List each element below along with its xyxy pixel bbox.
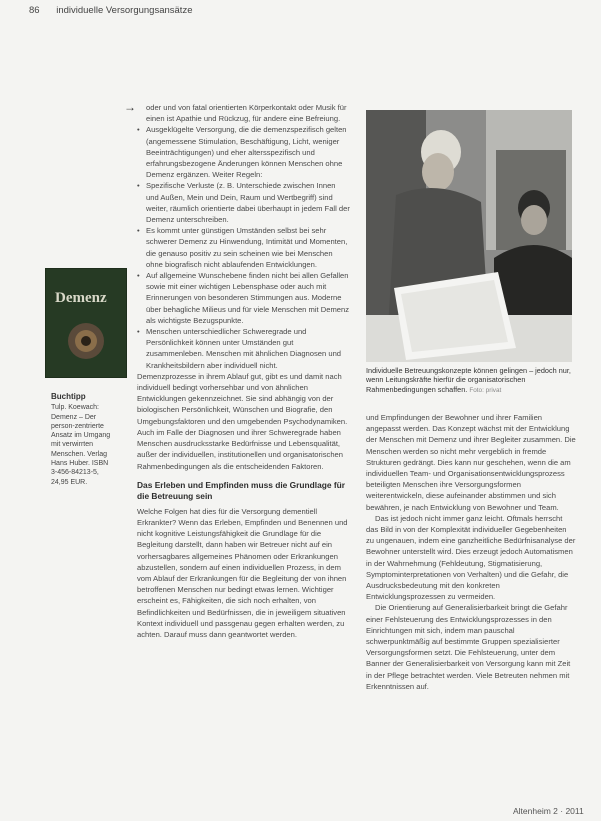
bullet-list [137, 124, 350, 370]
book-tip-line: Hans Huber. ISBN [51, 460, 109, 468]
running-title: individuelle Versorgungsansätze [56, 5, 193, 16]
bullet-item: • Auf allgemeine Wunschebene finden nicht bei allen Gefallen sowie mit einer wichtigen Lebensphase oder auch mit Erinnerungen von besonderen Stimmungen aus. Moderne über behagliche Milieus und für viele Menschen mit Demenz als wichtigste Bezugspunkte. [137, 270, 350, 326]
flower-icon [64, 319, 108, 363]
book-tip-line: mit verwirrten [51, 441, 94, 449]
book-tip-heading: Buchtipp [51, 392, 86, 401]
bullet-item: • Menschen unterschiedlicher Schweregrade und Persönlichkeit können unter Umständen gut zusammenleben. Menschen mit ähnlichen Diagnosen und Krankheitsbildern aber individuell nicht. [137, 326, 350, 371]
bullet-item: • Es kommt unter günstigen Umständen selbst bei sehr schwerer Demenz zu Hinwendung, Intimität und Momenten, die genauso positiv zu sein scheinen wie bei Menschen ohne biografisch nicht ablaufenden Entwicklungen. [137, 225, 350, 270]
book-tip-line: Demenz – Der [51, 413, 97, 421]
bullet-item: • Spezifische Verluste (z. B. Unterschiede zwischen Innen und Außen, Mein und Dein, Raum und Wertbegriff) sind weiter, räumlich orientierte dabei überhaupt in jedem Fall der Demenz unterschreiben. [137, 180, 350, 225]
running-header [29, 5, 192, 16]
bullet-item: • Ausgeklügelte Versorgung, die die demenzspezifisch gelten (angemessene Stimulation, Beschäftigung, Licht, weniger Beeinträchtigungen) und eher altersspezifisch und erfahrungsbezogene Änderungen können Menschen ohne Demenz ergänzen. Weiter Regeln: [137, 124, 350, 180]
caption-text: Individuelle Betreuungskonzepte können gelingen – jedoch nur, wenn Leitungskräfte hierfür die organisatorischen Rahmenbedingungen schaffen. [366, 366, 571, 394]
book-cover [45, 268, 127, 378]
body-paragraph: Welche Folgen hat dies für die Versorgung dementiell Erkrankter? Wenn das Erleben, Empfinden und Benennen und nicht kognitive Leistungsfähigkeit die Grundlage für die Begleitung darstellt, dann haben wir Betreuer nicht auf ein vorhersagbares allgemeines Phänomen oder Erkrankungen abzustellen, sondern auf einen individuellen Prozess, in dem vom Ablauf der Erkrankungen für die Begleitung der von ihnen betroffenen Menschen nur bedingt etwas lernen. Wichtiger erscheint es, Fähigkeiten, die sich noch erhalten, von Befindlichkeiten und Bedürfnissen, die in jeweiligem situativen Kontext individuell und passgenau gegen erhalten werden, zu achten. Darauf muss dann geantwortet werden. [137, 506, 348, 639]
book-tip-line: person-zentrierte [51, 422, 104, 430]
book-tip-line: Tulp. Koewach: [51, 404, 99, 412]
page-footer: Altenheim 2 · 2011 [513, 806, 584, 816]
body-paragraph: Das ist jedoch nicht immer ganz leicht. Oftmals herrscht das Bild in von der Komplexität individueller Gegebenheiten zu ungenauen, indem eine ganzheitliche Bedürfnisanalyse der Bewohner unterstellt wird. Dies erzeugt jedoch Automatismen in der Wahrnehmung (Fehldeutung, Stigmatisierung, Symptominterpretationen von Verhalten) und die Gefahr, die Ausdrucksbedeutung mit den konkreten Entwicklungsprozessen zu vermeiden. [366, 513, 576, 602]
body-paragraph: und Empfindungen der Bewohner und ihrer Familien angepasst werden. Das Konzept wächst mit der Entwicklung der Menschen mit Demenz und ihrer Begleiter zusammen. Die Menschen werden so nicht mehr vergeblich in fremde Strukturen gedrängt. Dies kann nur geschehen, wenn die am individuellen Team- und Organisationsentwicklungsprozess beteiligten Menschen ihre Versorgungsformen weiterentwickeln, diese aufeinander abstimmen und sich bewähren, je nach Entwicklung von Bewohner und Team. [366, 413, 576, 512]
body-paragraph: Die Orientierung auf Generalisierbarkeit bringt die Gefahr einer Fehlsteuerung des Entwicklungsprozesses in den Einrichtungen mit sich, indem man pauschal schwerpunktmäßig auf bestimmte Gruppen spezialisierter Versorgungsformen setzt. Die Fehlsteuerung, unter dem Banner der Generalisierbarkeit von Versorgung kann mit Zeit in der Pflege betrachtet werden. Viele Betreuten nehmen mit Erkenntnissen auf. [366, 603, 571, 691]
photo-caption [366, 366, 576, 395]
middle-column [137, 102, 350, 640]
book-tip [51, 392, 126, 487]
top-continuation: oder und von fatal orientierten Körperkontakt oder Musik für einen ist Apathie und Rückzug, für andere eine Befreiung. [146, 103, 347, 124]
right-column [366, 412, 576, 692]
book-tip-line: 3-456-84213-5, [51, 469, 99, 477]
page-number: 86 [29, 5, 40, 16]
book-tip-line: Menschen. Verlag [51, 450, 108, 458]
photo-credit: Foto: privat [469, 386, 502, 394]
office-photo [366, 110, 572, 362]
body-paragraph: Demenzprozesse in ihrem Ablauf gut, gibt es und damit nach individuell bedingt vorhersehbar und von ähnlichen Entwicklungen gekennzeichnet. Sie sind abhängig von der biologischen Persönlichkeit, Wünschen und Biografie, den Umgebungsfaktoren und den umgebenden Psychodynamiken. Auch im Falle der Diagnosen und ihrer Schweregrade haben Menschen ausdrucksstarke Bedürfnisse und Lebensqualität, außer der individuellen, institutionellen und organisatorischen Rahmenbedingungen als die entscheidenden Faktoren. [137, 371, 348, 471]
continuation-arrow-icon: → [124, 100, 136, 114]
section-heading: Das Erleben und Empfinden muss die Grundlage für die Betreuung sein [137, 479, 346, 502]
book-tip-line: 24,95 EUR. [51, 478, 88, 486]
book-tip-line: Ansatz im Umgang [51, 432, 111, 440]
book-cover-title: Demenz [55, 290, 107, 306]
